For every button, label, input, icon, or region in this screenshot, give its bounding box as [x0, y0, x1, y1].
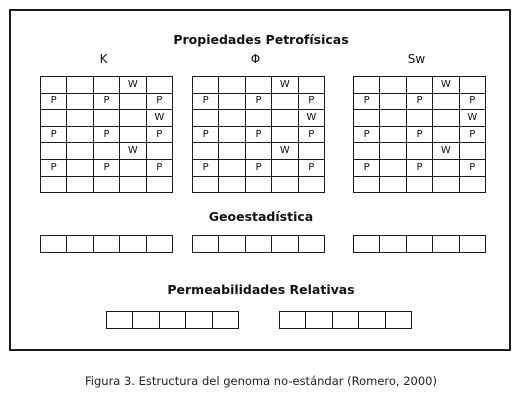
- grid-cell: P: [406, 126, 432, 143]
- grid-cell: [120, 176, 146, 193]
- grid-cell: P: [41, 159, 67, 176]
- grid-cell: [298, 236, 324, 253]
- grid-cell: [385, 312, 411, 329]
- grid-cell: [354, 77, 380, 94]
- grid-cell: [245, 176, 271, 193]
- grid-cell: [433, 126, 459, 143]
- grid-cell: [433, 176, 459, 193]
- grid-cell: [219, 176, 245, 193]
- grid-cell: [193, 77, 219, 94]
- perm-title: Permeabilidades Relativas: [167, 282, 355, 297]
- grid-cell: [354, 110, 380, 127]
- grid-cell: [219, 110, 245, 127]
- grid-cell: [245, 143, 271, 160]
- grid-cell: [93, 143, 119, 160]
- grid-cell: [272, 236, 298, 253]
- geo-strip-3: [353, 235, 486, 253]
- grid-cell: [67, 176, 93, 193]
- grid-cell: W: [272, 77, 298, 94]
- grid-cell: [212, 312, 238, 329]
- grid-cell: [219, 126, 245, 143]
- grid-cell: P: [354, 126, 380, 143]
- grid-cell: [67, 110, 93, 127]
- grid-cell: [219, 143, 245, 160]
- grid-cell: P: [245, 126, 271, 143]
- grid-cell: P: [193, 93, 219, 110]
- geo-strip-2: [192, 235, 325, 253]
- grid-cell: [120, 236, 146, 253]
- grid-cell: [93, 77, 119, 94]
- grid-cell: [67, 77, 93, 94]
- petro-title: Propiedades Petrofísicas: [173, 32, 349, 47]
- grid-cell: [380, 143, 406, 160]
- grid-cell: P: [459, 93, 485, 110]
- grid-cell: P: [459, 159, 485, 176]
- grid-cell: [146, 143, 172, 160]
- grid-cell: [120, 110, 146, 127]
- grid-cell: [433, 159, 459, 176]
- grid-cell: [67, 93, 93, 110]
- grid-cell: [380, 126, 406, 143]
- grid-cell: [433, 93, 459, 110]
- grid-cell: P: [406, 159, 432, 176]
- grid-cell: [245, 110, 271, 127]
- grid-cell: P: [146, 159, 172, 176]
- grid-cell: P: [93, 159, 119, 176]
- grid-cell: [272, 126, 298, 143]
- grid-cell: P: [245, 93, 271, 110]
- grid-cell: [41, 176, 67, 193]
- grid-cell: [186, 312, 212, 329]
- grid-cell: P: [193, 159, 219, 176]
- grid-cell: [93, 176, 119, 193]
- grid-phi: [192, 76, 325, 193]
- grid-cell: [433, 236, 459, 253]
- grid-cell: [272, 93, 298, 110]
- grid-cell: [159, 312, 185, 329]
- grid-cell: [406, 236, 432, 253]
- grid-cell: [219, 236, 245, 253]
- grid-cell: P: [298, 93, 324, 110]
- grid-cell: W: [120, 77, 146, 94]
- grid-cell: P: [93, 93, 119, 110]
- grid-cell: [67, 236, 93, 253]
- grid-cell: [272, 159, 298, 176]
- grid-cell: [406, 77, 432, 94]
- grid-cell: [406, 143, 432, 160]
- grid-cell: [219, 77, 245, 94]
- grid-cell: [41, 143, 67, 160]
- grid-cell: P: [93, 126, 119, 143]
- grid-cell: [433, 110, 459, 127]
- grid-cell: [193, 176, 219, 193]
- grid-cell: [280, 312, 306, 329]
- grid-cell: [120, 159, 146, 176]
- grid-cell: [146, 176, 172, 193]
- grid-cell: [380, 176, 406, 193]
- grid-cell: P: [298, 126, 324, 143]
- grid-cell: P: [406, 93, 432, 110]
- grid-cell: W: [433, 77, 459, 94]
- grid-cell: [332, 312, 358, 329]
- figure-caption: Figura 3. Estructura del genoma no-estándar (Romero, 2000): [85, 374, 437, 388]
- grid-cell: [219, 93, 245, 110]
- grid-cell: [245, 77, 271, 94]
- grid-cell: [380, 110, 406, 127]
- grid-cell: [245, 236, 271, 253]
- grid-cell: [146, 77, 172, 94]
- grid-cell: W: [272, 143, 298, 160]
- grid-cell: [272, 110, 298, 127]
- grid-cell: [298, 176, 324, 193]
- grid-cell: [219, 159, 245, 176]
- geo-strip-1: [40, 235, 173, 253]
- grid-cell: [107, 312, 133, 329]
- grid-cell: [41, 236, 67, 253]
- grid-cell: [93, 110, 119, 127]
- grid-cell: W: [146, 110, 172, 127]
- grid-cell: [306, 312, 332, 329]
- grid-label-phi: Φ: [250, 52, 261, 66]
- grid-cell: [41, 110, 67, 127]
- grid-cell: [380, 77, 406, 94]
- grid-cell: [298, 143, 324, 160]
- grid-cell: [354, 176, 380, 193]
- grid-cell: [272, 176, 298, 193]
- grid-cell: [459, 176, 485, 193]
- grid-cell: P: [41, 93, 67, 110]
- grid-cell: [298, 77, 324, 94]
- grid-cell: [133, 312, 159, 329]
- grid-cell: [380, 93, 406, 110]
- grid-cell: W: [298, 110, 324, 127]
- grid-cell: [459, 236, 485, 253]
- grid-cell: P: [245, 159, 271, 176]
- grid-cell: P: [41, 126, 67, 143]
- grid-cell: [41, 77, 67, 94]
- grid-cell: [67, 159, 93, 176]
- grid-label-sw: Sw: [407, 52, 426, 66]
- grid-cell: [354, 143, 380, 160]
- perm-strip-2: [279, 311, 412, 329]
- grid-cell: P: [354, 159, 380, 176]
- grid-sw: [353, 76, 486, 193]
- grid-cell: [354, 236, 380, 253]
- grid-cell: [459, 143, 485, 160]
- grid-cell: [193, 110, 219, 127]
- grid-cell: [146, 236, 172, 253]
- grid-k: [40, 76, 173, 193]
- grid-cell: W: [120, 143, 146, 160]
- grid-cell: [459, 77, 485, 94]
- perm-strip-1: [106, 311, 239, 329]
- grid-cell: W: [433, 143, 459, 160]
- grid-cell: [380, 236, 406, 253]
- grid-cell: [67, 143, 93, 160]
- grid-cell: [193, 236, 219, 253]
- grid-cell: P: [354, 93, 380, 110]
- grid-cell: [120, 93, 146, 110]
- grid-cell: W: [459, 110, 485, 127]
- grid-cell: P: [193, 126, 219, 143]
- grid-label-k: K: [99, 52, 108, 66]
- geo-title: Geoestadística: [208, 209, 314, 224]
- grid-cell: [359, 312, 385, 329]
- grid-cell: P: [146, 93, 172, 110]
- grid-cell: P: [459, 126, 485, 143]
- grid-cell: [93, 236, 119, 253]
- grid-cell: P: [146, 126, 172, 143]
- grid-cell: [406, 176, 432, 193]
- grid-cell: [120, 126, 146, 143]
- grid-cell: [193, 143, 219, 160]
- grid-cell: [406, 110, 432, 127]
- grid-cell: P: [298, 159, 324, 176]
- grid-cell: [380, 159, 406, 176]
- grid-cell: [67, 126, 93, 143]
